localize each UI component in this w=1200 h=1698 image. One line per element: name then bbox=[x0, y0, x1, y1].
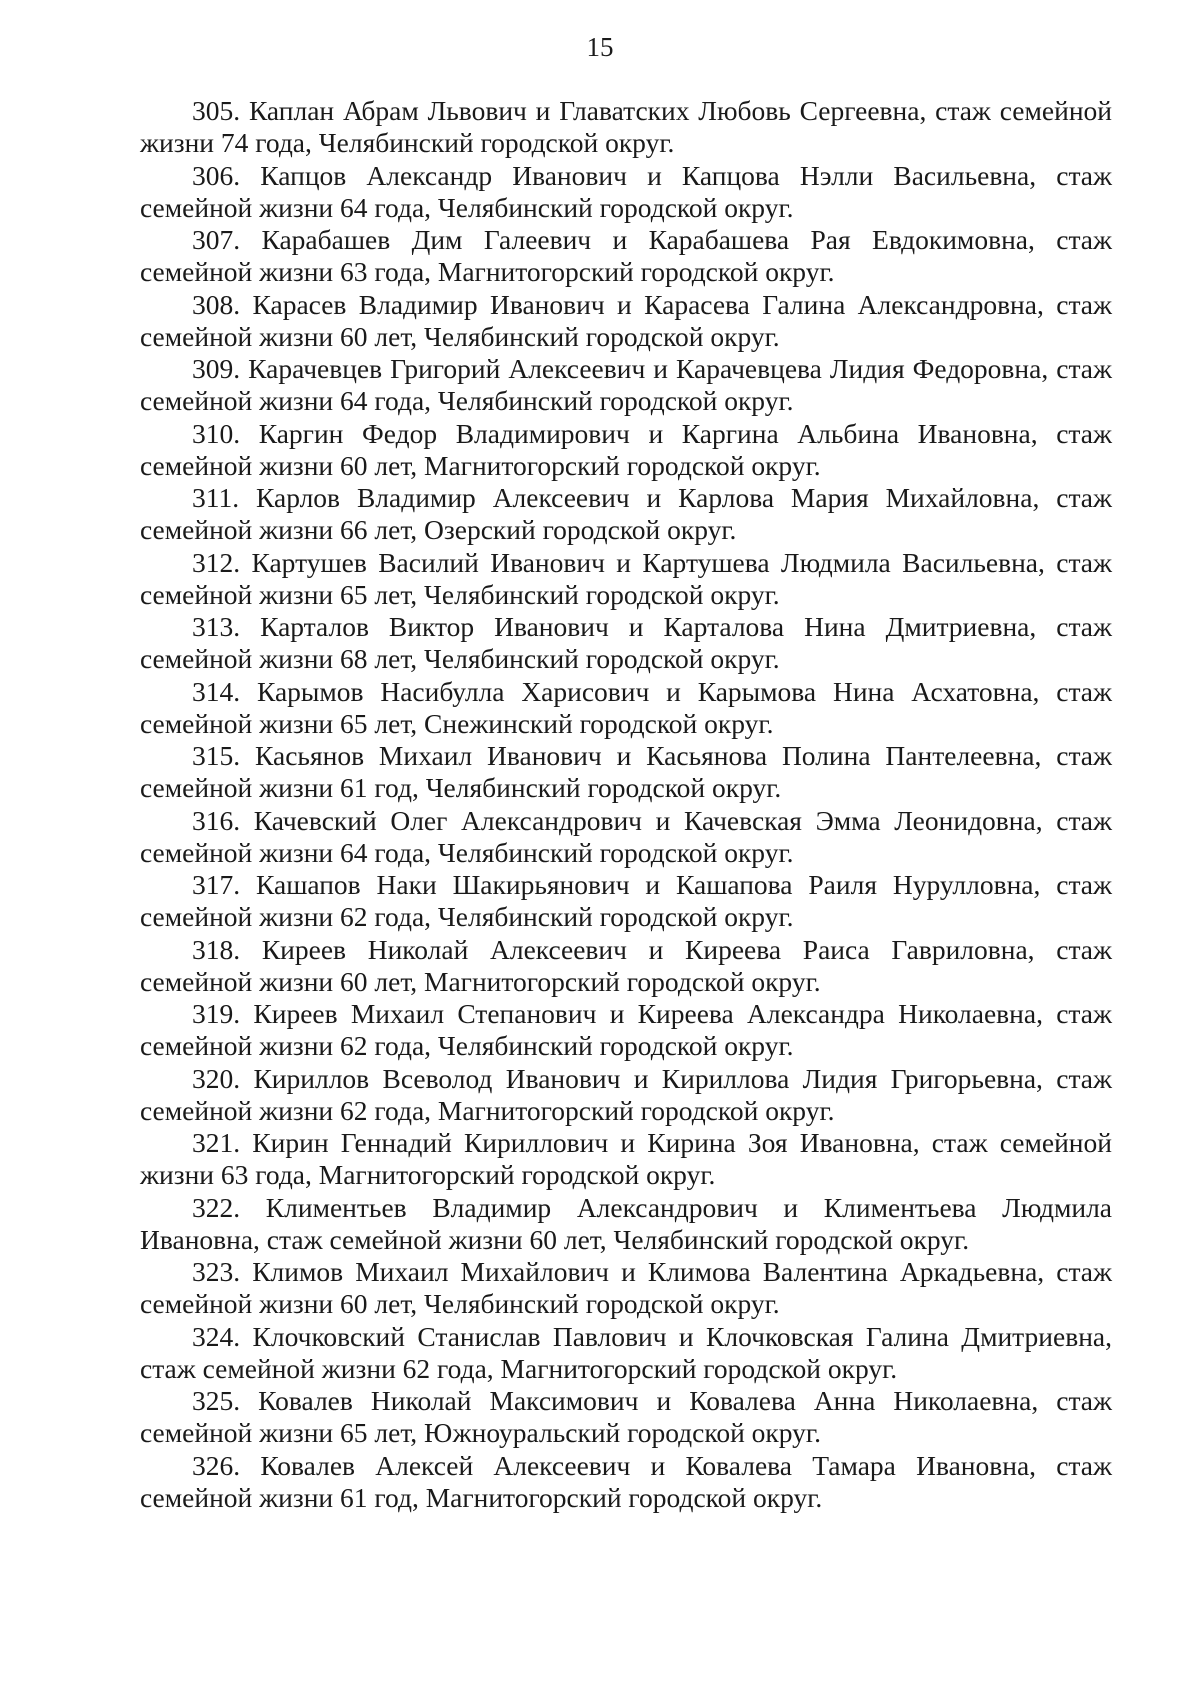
list-item bbox=[140, 1256, 1112, 1320]
list-item bbox=[140, 547, 1112, 611]
item-text: Касьянов Михаил Иванович и Касьянова Полина Пантелеевна, стаж семейной жизни 61 год, Челябинский городской округ. bbox=[140, 740, 1113, 803]
list-item bbox=[140, 1063, 1112, 1127]
list-item bbox=[140, 998, 1112, 1062]
item-text: Каргин Федор Владимирович и Каргина Альбина Ивановна, стаж семейной жизни 60 лет, Магнитогорский городской округ. bbox=[140, 417, 1112, 481]
list-item bbox=[140, 869, 1112, 933]
award-list bbox=[140, 95, 1112, 1514]
item-number: 315. bbox=[192, 740, 241, 771]
item-text: Карталов Виктор Иванович и Карталова Нина Дмитриевна, стаж семейной жизни 68 лет, Челябинский городской округ. bbox=[140, 611, 1113, 674]
list-item bbox=[140, 1385, 1112, 1449]
item-number: 323. bbox=[192, 1256, 241, 1287]
item-number: 312. bbox=[192, 546, 241, 578]
item-number: 317. bbox=[192, 869, 241, 900]
list-item bbox=[140, 418, 1112, 482]
page-number: 15 bbox=[586, 32, 614, 62]
list-item bbox=[140, 353, 1112, 417]
item-text: Кашапов Наки Шакирьянович и Кашапова Раиля Нурулловна, стаж семейной жизни 62 года, Челябинский городской округ. bbox=[140, 869, 1113, 932]
item-text: Качевский Олег Александрович и Качевская Эмма Леонидовна, стаж семейной жизни 64 года, Челябинский городской округ. bbox=[140, 804, 1112, 868]
item-text: Каплан Абрам Львович и Главатских Любовь Сергеевна, стаж семейной жизни 74 года, Челябинский городской округ. bbox=[140, 95, 1113, 158]
list-item bbox=[140, 740, 1112, 804]
item-number: 324. bbox=[192, 1320, 241, 1352]
item-text: Капцов Александр Иванович и Капцова Нэлли Васильевна, стаж семейной жизни 64 года, Челябинский городской округ. bbox=[140, 159, 1113, 223]
item-number: 310. bbox=[192, 417, 241, 449]
item-text: Карасев Владимир Иванович и Карасева Галина Александровна, стаж семейной жизни 60 лет, Челябинский городской округ. bbox=[140, 288, 1113, 352]
item-text: Климентьев Владимир Александрович и Климентьева Людмила Ивановна, стаж семейной жизни 60 лет, Челябинский городской округ. bbox=[140, 1191, 1113, 1255]
list-item bbox=[140, 95, 1112, 159]
item-text: Климов Михаил Михайлович и Климова Валентина Аркадьевна, стаж семейной жизни 60 лет, Челябинский городской округ. bbox=[140, 1256, 1113, 1319]
item-number: 309. bbox=[192, 353, 241, 384]
list-item bbox=[140, 1321, 1112, 1385]
item-text: Клочковский Станислав Павлович и Клочковская Галина Дмитриевна, стаж семейной жизни 62 года, Магнитогорский городской округ. bbox=[140, 1320, 1112, 1384]
item-text: Кирин Геннадий Кириллович и Кирина Зоя Ивановна, стаж семейной жизни 63 года, Магнитогорский городской округ. bbox=[140, 1127, 1112, 1190]
list-item bbox=[140, 934, 1112, 998]
item-number: 316. bbox=[192, 804, 241, 836]
item-number: 306. bbox=[192, 159, 241, 191]
item-number: 313. bbox=[192, 611, 241, 642]
item-number: 322. bbox=[192, 1191, 241, 1223]
list-item bbox=[140, 676, 1112, 740]
item-number: 311. bbox=[192, 482, 240, 513]
item-text: Карлов Владимир Алексеевич и Карлова Мария Михайловна, стаж семейной жизни 66 лет, Озерский городской округ. bbox=[140, 482, 1112, 545]
item-text: Карабашев Дим Галеевич и Карабашева Рая Евдокимовна, стаж семейной жизни 63 года, Магнитогорский городской округ. bbox=[140, 224, 1112, 287]
item-text: Карымов Насибулла Харисович и Карымова Нина Асхатовна, стаж семейной жизни 65 лет, Снежинский городской округ. bbox=[140, 675, 1113, 739]
item-number: 320. bbox=[192, 1062, 241, 1094]
item-text: Киреев Михаил Степанович и Киреева Александра Николаевна, стаж семейной жизни 62 года, Челябинский городской округ. bbox=[140, 998, 1112, 1061]
item-number: 314. bbox=[192, 675, 241, 707]
list-item bbox=[140, 1450, 1112, 1514]
list-item bbox=[140, 1192, 1112, 1256]
item-number: 305. bbox=[192, 95, 241, 126]
list-item bbox=[140, 805, 1112, 869]
item-number: 325. bbox=[192, 1385, 241, 1416]
item-text: Картушев Василий Иванович и Картушева Людмила Васильевна, стаж семейной жизни 65 лет, Челябинский городской округ. bbox=[140, 546, 1113, 610]
item-number: 319. bbox=[192, 998, 241, 1029]
list-item bbox=[140, 224, 1112, 288]
item-number: 326. bbox=[192, 1449, 241, 1481]
item-text: Карачевцев Григорий Алексеевич и Карачевцева Лидия Федоровна, стаж семейной жизни 64 года, Челябинский городской округ. bbox=[140, 353, 1112, 416]
list-item bbox=[140, 611, 1112, 675]
item-text: Ковалев Николай Максимович и Ковалева Анна Николаевна, стаж семейной жизни 65 лет, Южноуральский городской округ. bbox=[140, 1385, 1112, 1448]
list-item bbox=[140, 289, 1112, 353]
list-item bbox=[140, 1127, 1112, 1191]
item-number: 321. bbox=[192, 1127, 241, 1158]
item-text: Кириллов Всеволод Иванович и Кириллова Лидия Григорьевна, стаж семейной жизни 62 года, Магнитогорский городской округ. bbox=[140, 1062, 1113, 1126]
item-text: Ковалев Алексей Алексеевич и Ковалева Тамара Ивановна, стаж семейной жизни 61 год, Магнитогорский городской округ. bbox=[140, 1449, 1112, 1513]
list-item bbox=[140, 160, 1112, 224]
list-item bbox=[140, 482, 1112, 546]
item-number: 308. bbox=[192, 288, 241, 320]
item-number: 318. bbox=[192, 933, 241, 965]
item-number: 307. bbox=[192, 224, 241, 255]
item-text: Киреев Николай Алексеевич и Киреева Раиса Гавриловна, стаж семейной жизни 60 лет, Магнитогорский городской округ. bbox=[140, 933, 1113, 997]
